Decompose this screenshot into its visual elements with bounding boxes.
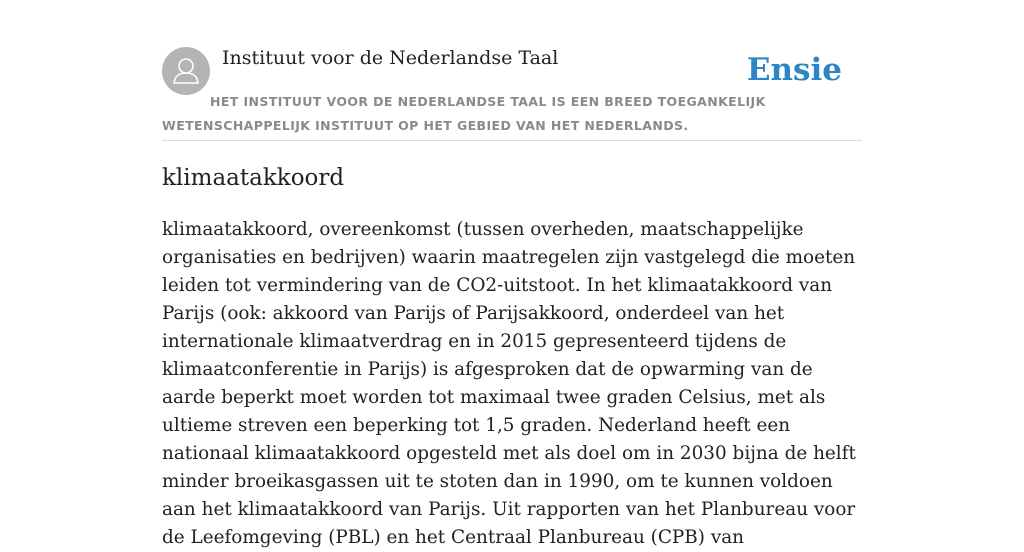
user-icon [162,47,210,95]
author-avatar[interactable] [162,47,210,95]
author-name[interactable]: Instituut voor de Nederlandse Taal [222,47,559,69]
article-title: klimaatakkoord [162,165,345,191]
article-body: klimaatakkoord, overeenkomst (tussen overheden, maatschappelijke organisaties en bedrijven) waarin maatregelen zijn vastgelegd die moeten leiden tot vermindering van de CO2-uitstoot. In het klimaatakkoord van Parijs (ook: akkoord van Parijs of Parijsakkoord, onderdeel van het internationale klimaatverdrag en in 2015 gepresenteerd tijdens de klimaatconferentie in Parijs) is afgesproken dat de opwarming van de aarde beperkt moet worden tot maximaal twee graden Celsius, met als ultieme streven een beperking tot 1,5 graden. Nederland heeft een nationaal klimaatakkoord opgesteld met als doel om in 2030 bijna de helft minder broeikasgassen uit te stoten dan in 1990, om te kunnen voldoen aan het klimaatakkoord van Parijs. Uit rapporten van het Planbureau voor de Leefomgeving (PBL) en het Centraal Planbureau (CPB) van [162,219,856,548]
brand-logo[interactable]: Ensie [746,52,842,88]
author-description: HET INSTITUUT VOOR DE NEDERLANDSE TAAL IS EEN BREED TOEGANKELIJK WETENSCHAPPELIJK INSTITUUT OP HET GEBIED VAN HET NEDERLANDS. [162,94,766,133]
author-header [162,46,862,141]
